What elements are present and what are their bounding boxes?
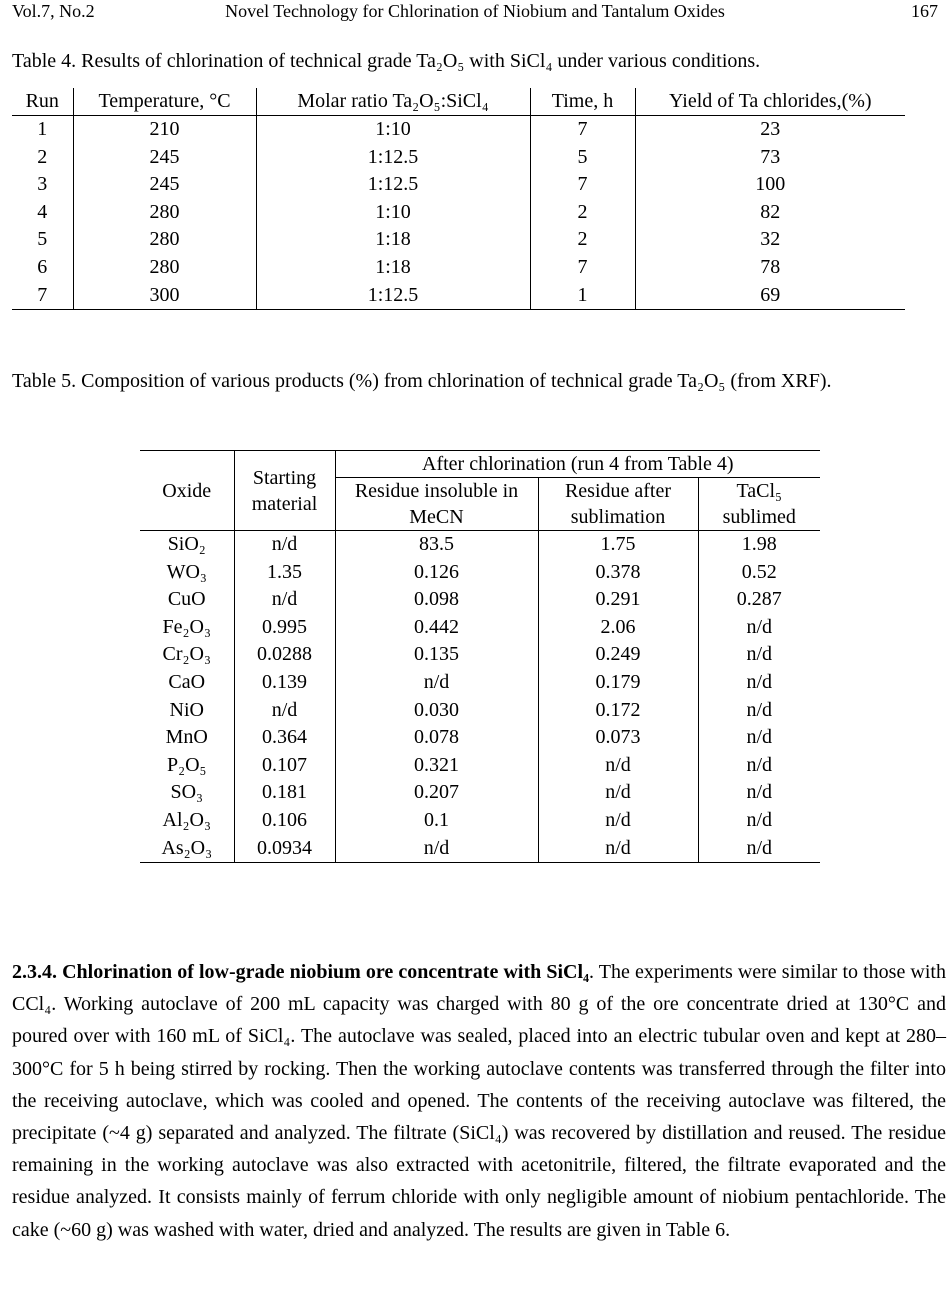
table4 — [12, 88, 905, 310]
table4-col-temperature: Temperature, °C — [73, 88, 256, 116]
table-cell: 0.030 — [335, 697, 538, 725]
table-cell: 4 — [37, 200, 48, 223]
table-cell: 0.249 — [538, 641, 698, 669]
table-cell: 300 — [73, 282, 256, 310]
table5-caption: Table 5. Composition of various products (%) from chlorination of technical grade Ta₂O₅ (from XRF). — [12, 370, 832, 392]
table4-caption: Table 4. Results of chlorination of technical grade Ta₂O₅ with SiCl₄ under various conditions. — [12, 50, 761, 72]
table-cell: 0.098 — [335, 586, 538, 614]
table-cell: n/d — [538, 807, 698, 835]
table5-col-oxide: Oxide — [140, 451, 234, 531]
table-cell: n/d — [234, 531, 335, 559]
table-cell: 245 — [73, 171, 256, 199]
table-row — [140, 724, 820, 752]
table-cell: 23 — [635, 116, 905, 144]
table-cell: 3 — [37, 173, 48, 196]
table-cell: 7 — [530, 171, 635, 199]
table-row — [12, 282, 905, 310]
table-cell: n/d — [538, 835, 698, 863]
table-cell: 0.135 — [335, 641, 538, 669]
table-cell: n/d — [698, 697, 820, 725]
table5-col-starting-material: Starting material — [234, 451, 335, 531]
table4-col-yield: Yield of Ta chlorides,(%) — [635, 88, 905, 116]
table-cell: 2.06 — [538, 614, 698, 642]
table4-header-row — [12, 88, 905, 116]
table5-col-tacl5-sublimed: TaCl₅ sublimed — [698, 478, 820, 531]
table-cell: n/d — [698, 807, 820, 835]
table-cell: n/d — [698, 779, 820, 807]
table-cell: NiO — [169, 698, 204, 721]
section-heading: 2.3.4. Chlorination of low-grade niobium ore concentrate with SiCl₄ — [12, 961, 590, 983]
table-cell: 280 — [73, 226, 256, 254]
table-cell: 1.75 — [538, 531, 698, 559]
table-cell: 0.0288 — [234, 641, 335, 669]
table-cell: 2 — [530, 226, 635, 254]
table-cell: 0.106 — [234, 807, 335, 835]
journal-volume: Vol.7, No.2 — [12, 1, 95, 21]
table-cell: n/d — [538, 752, 698, 780]
table-cell: 1:10 — [256, 116, 530, 144]
table-cell: 82 — [635, 199, 905, 227]
table-row — [12, 144, 905, 172]
table-row — [12, 171, 905, 199]
table-cell: 245 — [73, 144, 256, 172]
table-cell: 73 — [635, 144, 905, 172]
table-cell: 1:18 — [256, 254, 530, 282]
table-cell: 0.287 — [698, 586, 820, 614]
table-row — [140, 559, 820, 587]
table-row — [140, 531, 820, 559]
table-cell: MnO — [165, 726, 208, 749]
table-cell: 32 — [635, 226, 905, 254]
table-cell: 1:12.5 — [256, 144, 530, 172]
table-cell: 1.35 — [234, 559, 335, 587]
table-cell: SiO₂ — [167, 533, 206, 555]
table-cell: 0.364 — [234, 724, 335, 752]
table-cell: WO₃ — [166, 560, 207, 583]
table-cell: 0.291 — [538, 586, 698, 614]
table-cell: 0.078 — [335, 724, 538, 752]
table-cell: n/d — [335, 669, 538, 697]
table-cell: 0.1 — [335, 807, 538, 835]
table-cell: n/d — [698, 752, 820, 780]
running-title: Novel Technology for Chlorination of Niobium and Tantalum Oxides — [225, 1, 725, 21]
table-cell: 0.378 — [538, 559, 698, 587]
table-cell: 280 — [73, 254, 256, 282]
table-cell: CaO — [168, 670, 206, 693]
section-body: . The experiments were similar to those with CCl₄. Working autoclave of 200 mL capacity was charged with 80 g of the ore concentrate dried at 130°C and poured over with 160 mL of SiCl₄. The autoclave was sealed, placed into an electric tubular oven and kept at 280–300°C for 5 h being stirred by rocking. Then the working autoclave contents was transferred through the filter into the receiving autoclave, which was cooled and opened. The contents of the receiving autoclave was filtered, the precipitate (~4 g) separated and analyzed. The filtrate (SiCl₄) was recovered by distillation and reused. The residue remaining in the working autoclave was also extracted with acetonitrile, filtered, the filtrate evaporated and the residue analyzed. It consists mainly of ferrum chloride with only negligible amount of niobium pentachloride. The cake (~60 g) was washed with water, dried and analyzed. The results are given in Table 6. — [12, 961, 946, 1241]
table-row — [140, 641, 820, 669]
table-row — [140, 697, 820, 725]
table-cell: 0.0934 — [234, 835, 335, 863]
table-cell: 78 — [635, 254, 905, 282]
table-cell: 1 — [530, 282, 635, 310]
table-cell: 7 — [530, 116, 635, 144]
table-cell: n/d — [335, 835, 538, 863]
table4-col-run: Run — [12, 88, 73, 116]
table-cell: 1.98 — [698, 531, 820, 559]
table4-col-time: Time, h — [530, 88, 635, 116]
table4-col-molar-ratio: Molar ratio Ta₂O₅:SiCl₄ — [256, 88, 530, 116]
section-paragraph — [12, 956, 946, 1246]
table-cell: 1:10 — [256, 199, 530, 227]
table-row — [140, 807, 820, 835]
table-cell: 0.321 — [335, 752, 538, 780]
table-cell: 0.107 — [234, 752, 335, 780]
table-cell: 2 — [37, 145, 48, 168]
table-cell: 280 — [73, 199, 256, 227]
table-cell: n/d — [234, 697, 335, 725]
table-row — [12, 226, 905, 254]
table-cell: 69 — [635, 282, 905, 310]
table-cell: 100 — [635, 171, 905, 199]
table4-body — [12, 116, 905, 310]
table-cell: 0.179 — [538, 669, 698, 697]
table-cell: 5 — [530, 144, 635, 172]
table-cell: 0.181 — [234, 779, 335, 807]
table-cell: n/d — [698, 835, 820, 863]
page-number: 167 — [911, 1, 938, 21]
table-cell: P₂O₅ — [166, 753, 207, 776]
table-cell: 0.442 — [335, 614, 538, 642]
table-cell: 6 — [37, 255, 48, 278]
table-cell: n/d — [698, 724, 820, 752]
table-row — [12, 116, 905, 144]
table-row — [140, 779, 820, 807]
table-cell: 0.126 — [335, 559, 538, 587]
table-cell: 1:18 — [256, 226, 530, 254]
table-cell: 0.207 — [335, 779, 538, 807]
table-cell: n/d — [538, 779, 698, 807]
table-cell: 7 — [530, 254, 635, 282]
table5-body — [140, 531, 820, 863]
table-cell: 7 — [12, 282, 73, 310]
table-row — [140, 752, 820, 780]
table-row — [140, 586, 820, 614]
table5-group-after-chlorination: After chlorination (run 4 from Table 4) — [335, 451, 820, 478]
table5-col-residue-after-sublimation: Residue after sublimation — [538, 478, 698, 531]
table-row — [12, 254, 905, 282]
table5-col-residue-insoluble: Residue insoluble in MeCN — [335, 478, 538, 531]
table-cell: n/d — [698, 669, 820, 697]
table-cell: Al₂O₃ — [162, 808, 211, 831]
table5 — [140, 450, 820, 863]
table-cell: n/d — [234, 586, 335, 614]
table-row — [140, 614, 820, 642]
table-cell: 0.139 — [234, 669, 335, 697]
table-cell: Cr₂O₃ — [162, 643, 211, 666]
table-cell: 1:12.5 — [256, 282, 530, 310]
table-cell: n/d — [698, 614, 820, 642]
table-row — [140, 835, 820, 863]
table-cell: 0.073 — [538, 724, 698, 752]
table-cell: 0.172 — [538, 697, 698, 725]
table-cell: CuO — [167, 588, 206, 611]
table-cell: 1:12.5 — [256, 171, 530, 199]
table-cell: As₂O₃ — [140, 835, 234, 863]
table-cell: 83.5 — [335, 531, 538, 559]
table-row — [140, 669, 820, 697]
table-cell: 0.995 — [234, 614, 335, 642]
running-header — [12, 0, 938, 30]
table-cell: 210 — [73, 116, 256, 144]
table-cell: 2 — [530, 199, 635, 227]
table-cell: SO₃ — [170, 781, 204, 804]
table-row — [12, 199, 905, 227]
table-cell: 5 — [37, 228, 48, 251]
table-cell: 0.52 — [698, 559, 820, 587]
table-cell: Fe₂O₃ — [162, 615, 211, 638]
table-cell: 1 — [37, 118, 48, 140]
table-cell: n/d — [698, 641, 820, 669]
